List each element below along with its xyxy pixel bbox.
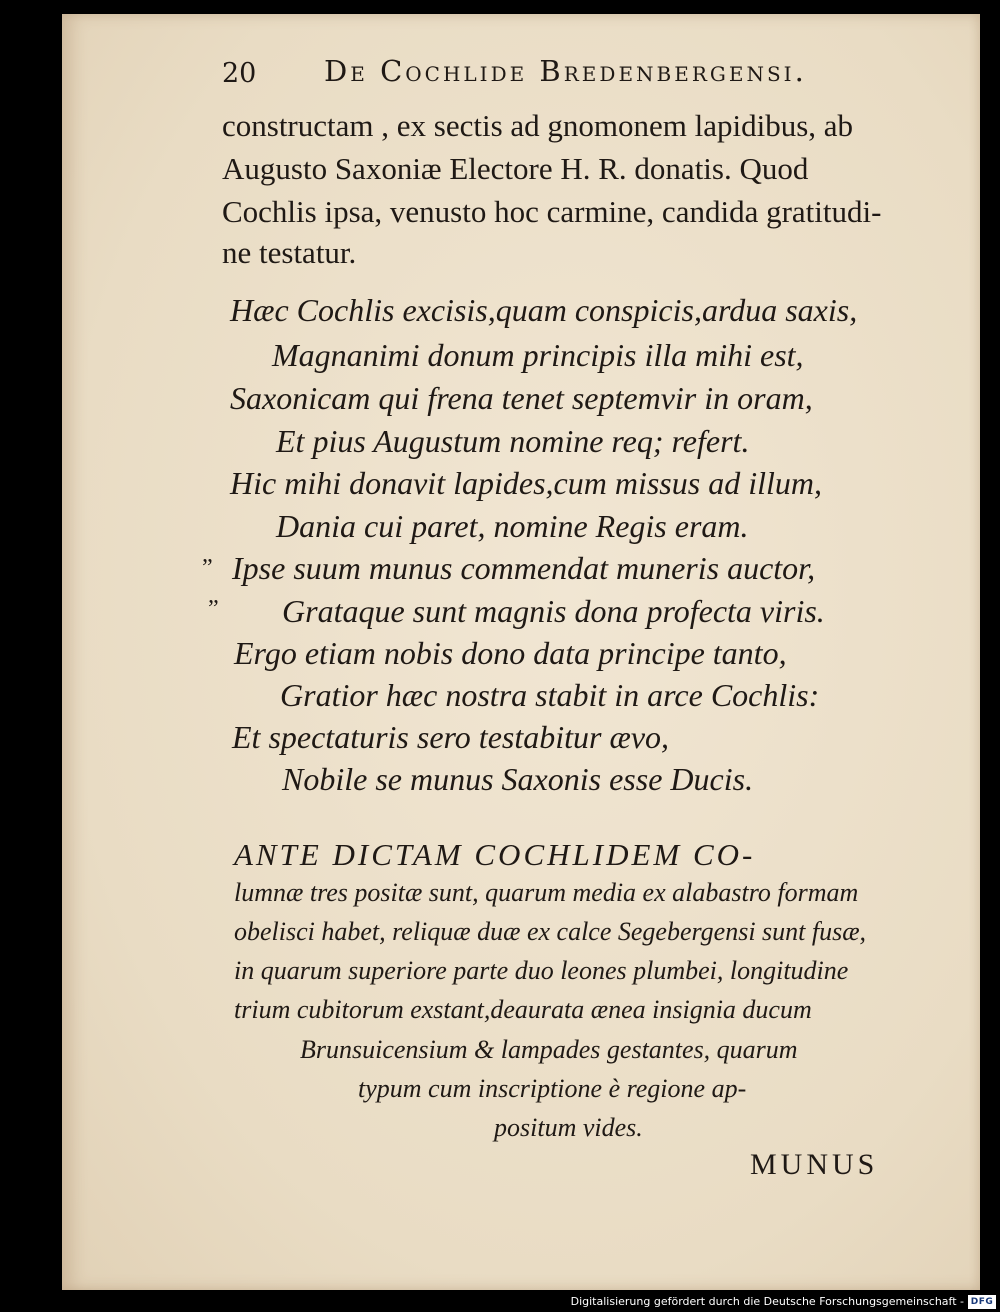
running-head: De Cochlide Bredenbergensi. (324, 54, 807, 88)
verse-line: Et pius Augustum nomine req; refert. (276, 423, 750, 459)
section-line: positum vides. (494, 1113, 643, 1142)
prose-line: constructam , ex sectis ad gnomonem lapidibus, ab (222, 108, 854, 143)
prose-line: ne testatur. (222, 235, 357, 270)
section-line: typum cum inscriptione è regione ap- (358, 1074, 747, 1103)
verse-line: Ipse suum munus commendat muneris auctor, (232, 550, 816, 586)
section-line: trium cubitorum exstant,deaurata ænea insignia ducum (234, 995, 812, 1024)
verse-line: Hic mihi donavit lapides,cum missus ad illum, (230, 465, 822, 501)
book-page (62, 14, 980, 1290)
marginal-quote-mark: ” (208, 596, 219, 622)
verse-line: Ergo etiam nobis dono data principe tanto, (234, 635, 787, 671)
footer-text: Digitalisierung gefördert durch die Deutsche Forschungsgemeinschaft - (570, 1295, 964, 1308)
page-number: 20 (222, 58, 257, 89)
verse-line: Gratior hæc nostra stabit in arce Cochlis: (280, 677, 820, 713)
verse-line: Saxonicam qui frena tenet septemvir in oram, (230, 380, 813, 416)
section-heading: ANTE DICTAM COCHLIDEM CO- (234, 837, 756, 872)
verse-line: Dania cui paret, nomine Regis eram. (276, 508, 749, 544)
section-line: in quarum superiore parte duo leones plumbei, longitudine (234, 956, 849, 985)
prose-line: Cochlis ipsa, venusto hoc carmine, candida gratitudi- (222, 194, 882, 229)
marginal-quote-mark: ” (202, 555, 213, 581)
catchword: MUNUS (750, 1148, 879, 1181)
verse-line: Et spectaturis sero testabitur ævo, (232, 719, 670, 755)
section-line: lumnæ tres positæ sunt, quarum media ex alabastro formam (234, 878, 859, 907)
dfg-logo-icon: DFG (968, 1295, 996, 1309)
verse-line: Hæc Cochlis excisis,quam conspicis,ardua saxis, (230, 292, 858, 328)
verse-line: Magnanimi donum principis illa mihi est, (272, 337, 804, 373)
verse-line: Nobile se munus Saxonis esse Ducis. (282, 761, 754, 797)
footer-bar (0, 1292, 1000, 1312)
verse-line: Grataque sunt magnis dona profecta viris. (282, 593, 825, 629)
section-line: obelisci habet, reliquæ duæ ex calce Segebergensi sunt fusæ, (234, 917, 867, 946)
section-line: Brunsuicensium & lampades gestantes, quarum (300, 1035, 798, 1064)
prose-line: Augusto Saxoniæ Electore H. R. donatis. Quod (222, 151, 809, 186)
